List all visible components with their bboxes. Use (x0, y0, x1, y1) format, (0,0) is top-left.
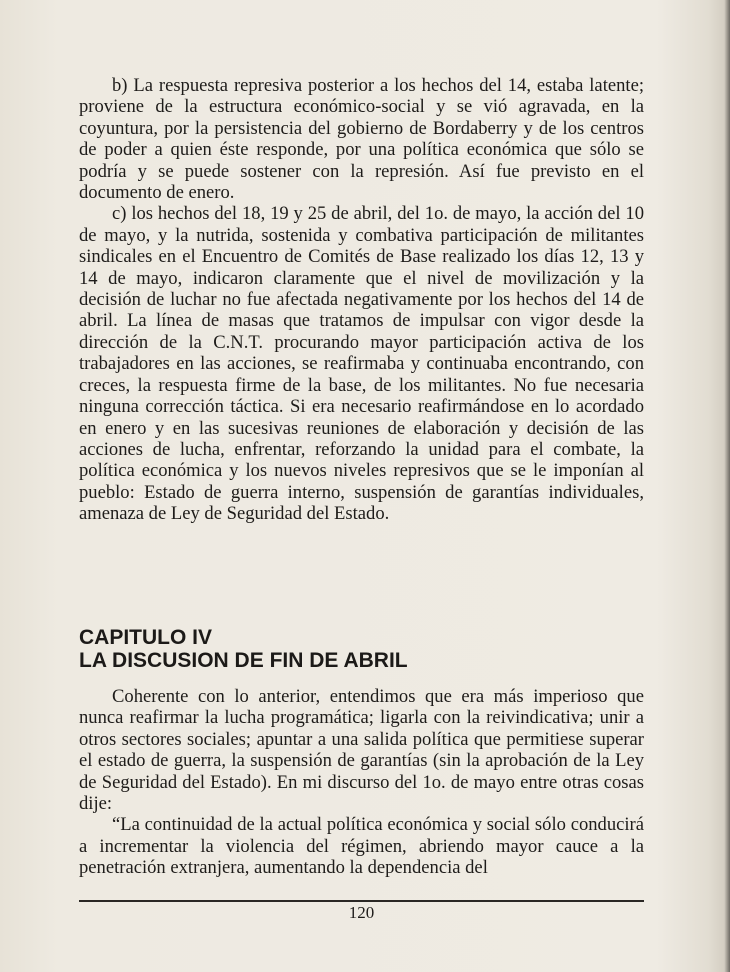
text-block-bottom (79, 686, 644, 879)
page-edge-shadow (724, 0, 730, 972)
chapter-heading (79, 626, 644, 672)
footer-rule (79, 900, 644, 902)
paragraph-coherente: Coherente con lo anterior, entendimos que era más imperioso que nunca reafirmar la lucha programática; ligarla con la reivindicativa; unir a otros sectores sociales; apuntar a una salida política que permitiese superar el estado de guerra, la suspensión de garantías (sin la aprobación de la Ley de Seguridad del Estado). En mi discurso del 1o. de mayo entre otras cosas dije: (79, 686, 644, 815)
chapter-number: CAPITULO IV (79, 626, 213, 649)
page-number: 120 (348, 903, 375, 922)
paragraph-quote: “La continuidad de la actual política económica y social sólo conducirá a incrementar la violencia del régimen, abriendo mayor cauce a la penetración extranjera, aumentando la dependencia del (79, 814, 644, 879)
text-block-top (79, 75, 644, 525)
chapter-title: LA DISCUSION DE FIN DE ABRIL (79, 649, 408, 672)
paragraph-c: c) los hechos del 18, 19 y 25 de abril, del 1o. de mayo, la acción del 10 de mayo, y la nutrida, sostenida y combativa participación de militantes sindicales en el Encuentro de Comités de Base realizado los días 12, 13 y 14 de mayo, indicaron claramente que el nivel de movilización y la decisión de luchar no fue afectada negativamente por los hechos del 14 de abril. La línea de masas que tratamos de impulsar con vigor desde la dirección de la C.N.T. procurando mayor participación activa de los trabajadores en las acciones, se reafirmaba y continuaba encontrando, con creces, la respuesta firme de la base, de los militantes. No fue necesaria ninguna corrección táctica. Si era necesario reafirmándose en lo acordado en enero y en las sucesivas reuniones de elaboración y decisión de las acciones de lucha, enfrentar, reforzando la unidad para el combate, la política económica y los nuevos niveles represivos que se le imponían al pueblo: Estado de guerra interno, suspensión de garantías individuales, amenaza de Ley de Seguridad del Estado. (79, 203, 644, 525)
paragraph-b: b) La respuesta represiva posterior a los hechos del 14, estaba latente; proviene de la estructura económico-social y se vió agravada, en la coyuntura, por la persistencia del gobierno de Bordaberry y de los centros de poder a quien éste responde, por una política económica que sólo se podría y se puede sostener con la represión. Así fue previsto en el documento de enero. (79, 75, 644, 204)
